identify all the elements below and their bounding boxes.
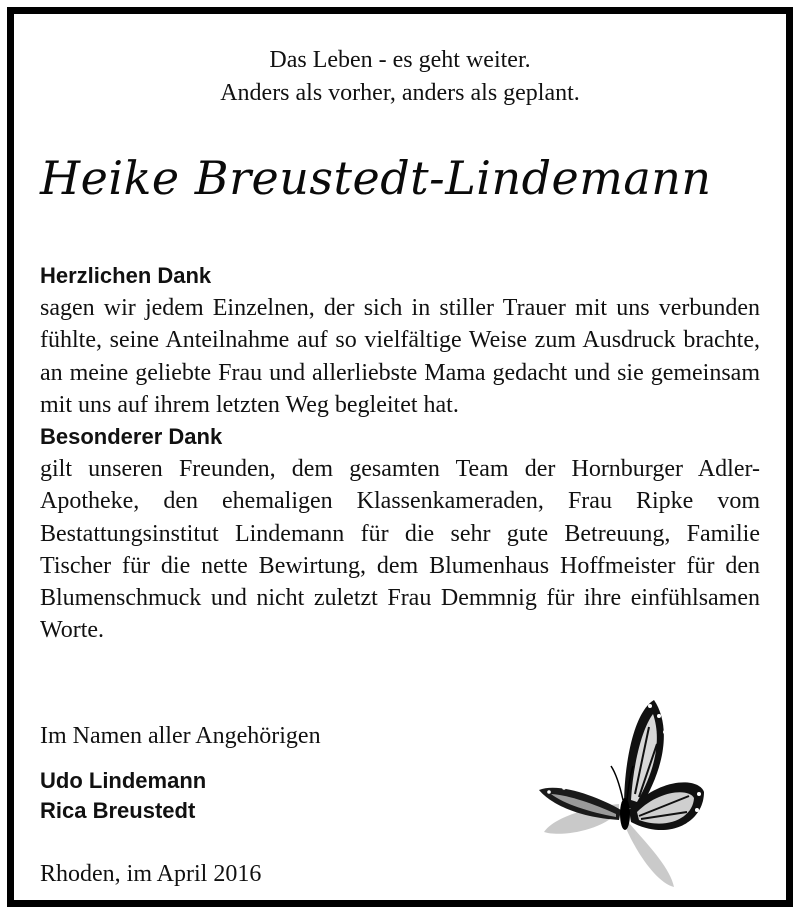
closing-line: Im Namen aller Angehörigen [40,723,321,749]
special-thanks-text: gilt unseren Freunden, dem gesamten Team der Hornburger Adler-Apotheke, den ehemaligen Klassenkameraden, Frau Ripke vom Bestattungsinstitut Lindemann für die sehr gute Betreuung, Familie Tischer für die nette Bewirtung, dem Blumenhaus Hoffmeister für den Blumenschmuck und nicht zuletzt Frau Demmnig für ihre einfühlsamen Worte. [40,456,760,644]
motto-line-1: Das Leben - es geht weiter. [269,47,531,73]
thanks-text: sagen wir jedem Einzelnen, der sich in stiller Trauer mit uns verbunden fühlte, seine Anteilnahme auf so vielfältige Weise zum Ausdruck brachte, an meine geliebte Frau und allerliebste Mama gedacht und sie gemeinsam mit uns auf ihrem letzten Weg begleitet hat. [40,295,760,418]
deceased-name: Heike Breustedt-Lindemann [40,151,712,205]
motto [14,44,786,110]
signer-name: Rica Breustedt [40,798,196,823]
motto-line-2: Anders als vorher, anders als geplant. [220,80,580,106]
thanks-section [40,260,760,646]
notice-frame [7,7,793,907]
signer-name: Udo Lindemann [40,768,207,793]
thanks-heading: Herzlichen Dank [40,263,212,288]
butterfly-icon [519,682,719,897]
special-thanks-heading: Besonderer Dank [40,424,223,450]
place-date: Rhoden, im April 2016 [40,861,262,887]
signers [40,766,206,826]
